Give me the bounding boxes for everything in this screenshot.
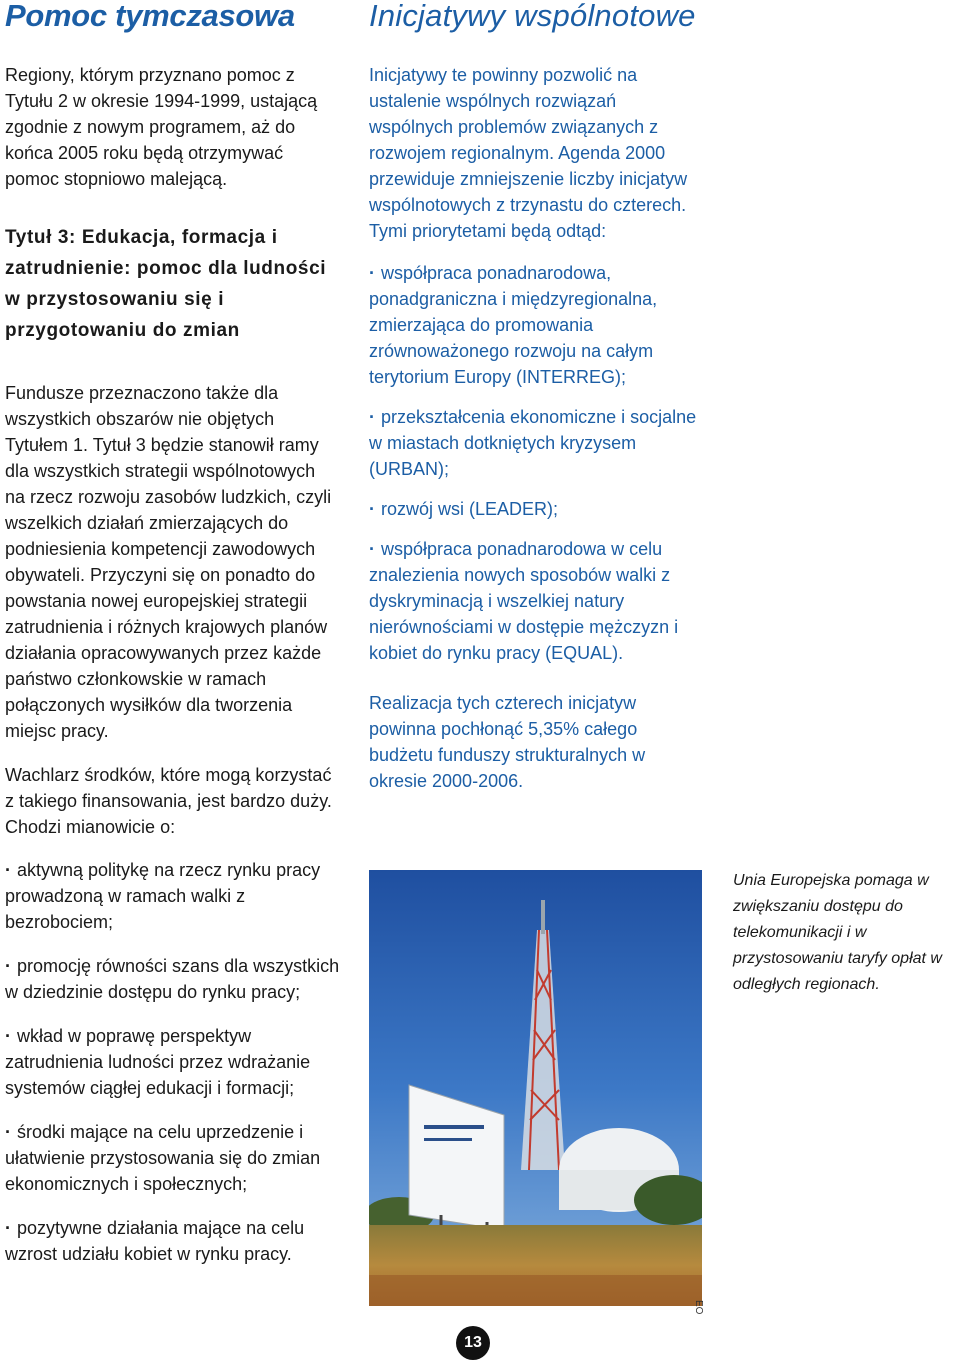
tytul3-subheading: Tytuł 3: Edukacja, formacja i zatrudnienie: pomoc dla ludności w przystosowaniu się i przygotowaniu do zmian [5, 227, 327, 341]
bullet-dot-icon: · [5, 1218, 11, 1238]
bullet-dot-icon: · [369, 499, 375, 519]
measures-list [5, 857, 340, 1267]
tytul3-paragraph: Fundusze przeznaczono także dla wszystkich obszarów nie objętych Tytułem 1. Tytuł 3 będzie stanowił ramy dla wszystkich strategii wspólnotowych na rzecz rozwoju zasobów ludzkich, czyli wszelkich działań zmierzających do podniesienia kompetencji zawodowych obywateli. Przyczyni się on ponadto do powstania nowej europejskiej strategii zatrudnienia i różnych krajowych planów działania opracowywanych przez każde państwo członkowskie w ramach połączonych wysiłków dla tworzenia miejsc pracy. [5, 383, 332, 741]
list-item: · aktywną politykę na rzecz rynku pracy prowadzoną w ramach walki z bezrobociem; [5, 860, 321, 932]
initiatives-intro-paragraph: Inicjatywy te powinny pozwolić na ustalenie wspólnych rozwiązań wspólnych problemów związanych z rozwojem regionalnym. Agenda 2000 przewiduje zmniejszenie liczby inicjatyw wspólnotowych z trzynastu do czterech. Tymi priorytetami będą odtąd: [369, 65, 688, 241]
photo-caption: Unia Europejska pomaga w zwiększaniu dostępu do telekomunikacji i w przystosowaniu taryfy opłat w odległych regionach. [733, 872, 942, 993]
bullet-dot-icon: · [5, 956, 11, 976]
list-item: · przekształcenia ekonomiczne i socjalne w miastach dotkniętych kryzysem (URBAN); [369, 407, 697, 479]
list-item: · współpraca ponadnarodowa, ponadgraniczna i międzyregionalna, zmierzająca do promowania zrównoważonego rozwoju na całym terytorium Europy (INTERREG); [369, 263, 658, 387]
list-item: · środki mające na celu uprzedzenie i ułatwienie przystosowania się do zmian ekonomicznych i społecznych; [5, 1122, 321, 1194]
list-item: · współpraca ponadnarodowa w celu znalezienia nowych sposobów walki z dyskryminacją i wszelkiej natury nierównościami w dostępie mężczyzn i kobiet do rynku pracy (EQUAL). [369, 539, 679, 663]
initiatives-list [369, 260, 704, 666]
bullet-dot-icon: · [5, 1026, 11, 1046]
section-title-pomoc: Pomoc tymczasowa [5, 0, 295, 33]
telecom-tower-photo [369, 870, 702, 1306]
page-number-badge: 13 [456, 1326, 490, 1360]
photo-code-label: EO [693, 1300, 704, 1315]
photo-illustration [369, 870, 702, 1306]
bullet-dot-icon: · [369, 539, 375, 559]
left-column [5, 0, 340, 1267]
bullet-dot-icon: · [5, 860, 11, 880]
list-item: · rozwój wsi (LEADER); [369, 499, 559, 519]
intro-paragraph: Regiony, którym przyznano pomoc z Tytułu 2 w okresie 1994-1999, ustającą zgodnie z nowym programem, aż do końca 2005 roku będą otrzymywać pomoc stopniowo malejącą. [5, 65, 318, 189]
bullet-dot-icon: · [369, 407, 375, 427]
list-item: · promocję równości szans dla wszystkich w dziedzinie dostępu do rynku pracy; [5, 956, 340, 1002]
list-item: · pozytywne działania mające na celu wzrost udziału kobiet w rynku pracy. [5, 1218, 305, 1264]
measures-intro-paragraph: Wachlarz środków, które mogą korzystać z takiego finansowania, jest bardzo duży. Chodzi mianowicie o: [5, 765, 332, 837]
section-title-inicjatywy: Inicjatywy wspólnotowe [369, 0, 696, 33]
bullet-dot-icon: · [369, 263, 375, 283]
conclusion-paragraph: Realizacja tych czterech inicjatyw powinna pochłonąć 5,35% całego budżetu funduszy strukturalnych w okresie 2000-2006. [369, 693, 646, 791]
bullet-dot-icon: · [5, 1122, 11, 1142]
list-item: · wkład w poprawę perspektyw zatrudnienia ludności przez wdrażanie systemów ciągłej edukacji i formacji; [5, 1026, 311, 1098]
right-column [369, 0, 704, 794]
